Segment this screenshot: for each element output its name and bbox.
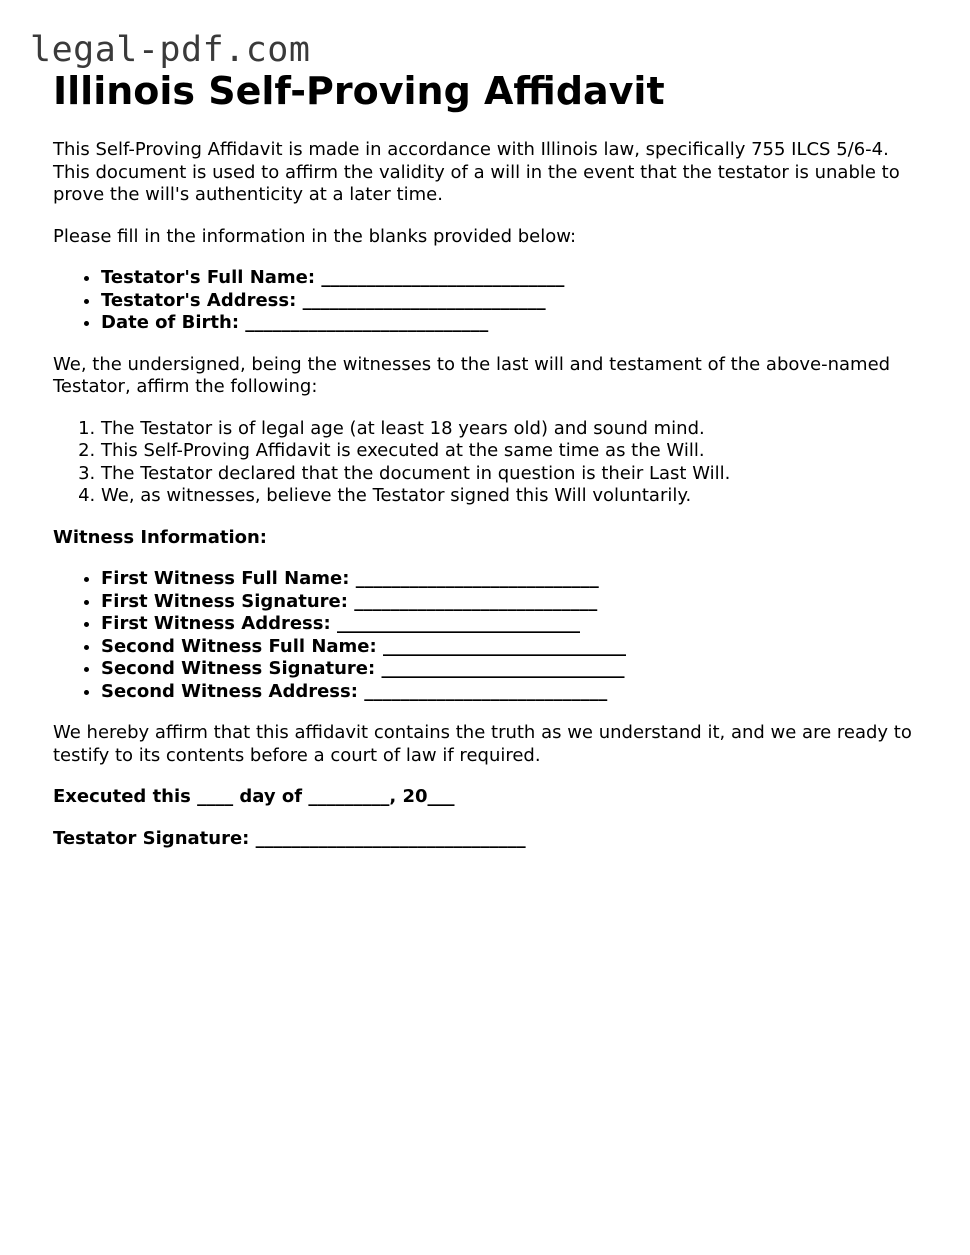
affirmations-list — [53, 418, 915, 508]
testator-signature-line: Testator Signature: ______________________________ — [53, 827, 526, 849]
first-witness-signature-field: • First Witness Signature: ___________________________ — [101, 591, 915, 614]
witness-statement: We, the undersigned, being the witnesses to the last will and testament of the above-named Testator, affirm the following: — [53, 353, 891, 397]
watermark-logo: legal-pdf.com — [30, 30, 311, 70]
intro-paragraph: This Self-Proving Affidavit is made in accordance with Illinois law, specifically 755 ILCS 5/6-4. This document is used to affirm the validity of a will in the event that the testator is unable to prove the will's authenticity at a later time. — [53, 139, 900, 205]
date-of-birth-field: • Date of Birth: ___________________________ — [101, 312, 915, 335]
testator-fields-list — [53, 267, 915, 335]
testator-name-field: • Testator's Full Name: ___________________________ — [101, 267, 915, 290]
first-witness-name-field: • First Witness Full Name: ___________________________ — [101, 568, 915, 591]
second-witness-name-field: • Second Witness Full Name: ___________________________ — [101, 636, 915, 659]
affirmation-item: 1. The Testator is of legal age (at least 18 years old) and sound mind. — [101, 418, 915, 441]
affirmation-item: 3. The Testator declared that the document in question is their Last Will. — [101, 463, 915, 486]
closing-paragraph: We hereby affirm that this affidavit contains the truth as we understand it, and we are ready to testify to its contents before a court of law if required. — [53, 722, 912, 766]
document-title: Illinois Self-Proving Affidavit — [53, 69, 665, 113]
testator-address-field: • Testator's Address: ___________________________ — [101, 290, 915, 313]
second-witness-address-field: • Second Witness Address: ___________________________ — [101, 681, 915, 704]
witness-information-heading: Witness Information: — [53, 526, 267, 548]
second-witness-signature-field: • Second Witness Signature: ___________________________ — [101, 658, 915, 681]
executed-date-line: Executed this ____ day of _________, 20___ — [53, 786, 455, 807]
affirmation-item: 2. This Self-Proving Affidavit is executed at the same time as the Will. — [101, 440, 915, 463]
witness-fields-list — [53, 568, 915, 703]
document-body — [53, 68, 915, 869]
first-witness-address-field: • First Witness Address: ___________________________ — [101, 613, 915, 636]
instruction-paragraph: Please fill in the information in the blanks provided below: — [53, 225, 577, 247]
affirmation-item: 4. We, as witnesses, believe the Testator signed this Will voluntarily. — [101, 485, 915, 508]
